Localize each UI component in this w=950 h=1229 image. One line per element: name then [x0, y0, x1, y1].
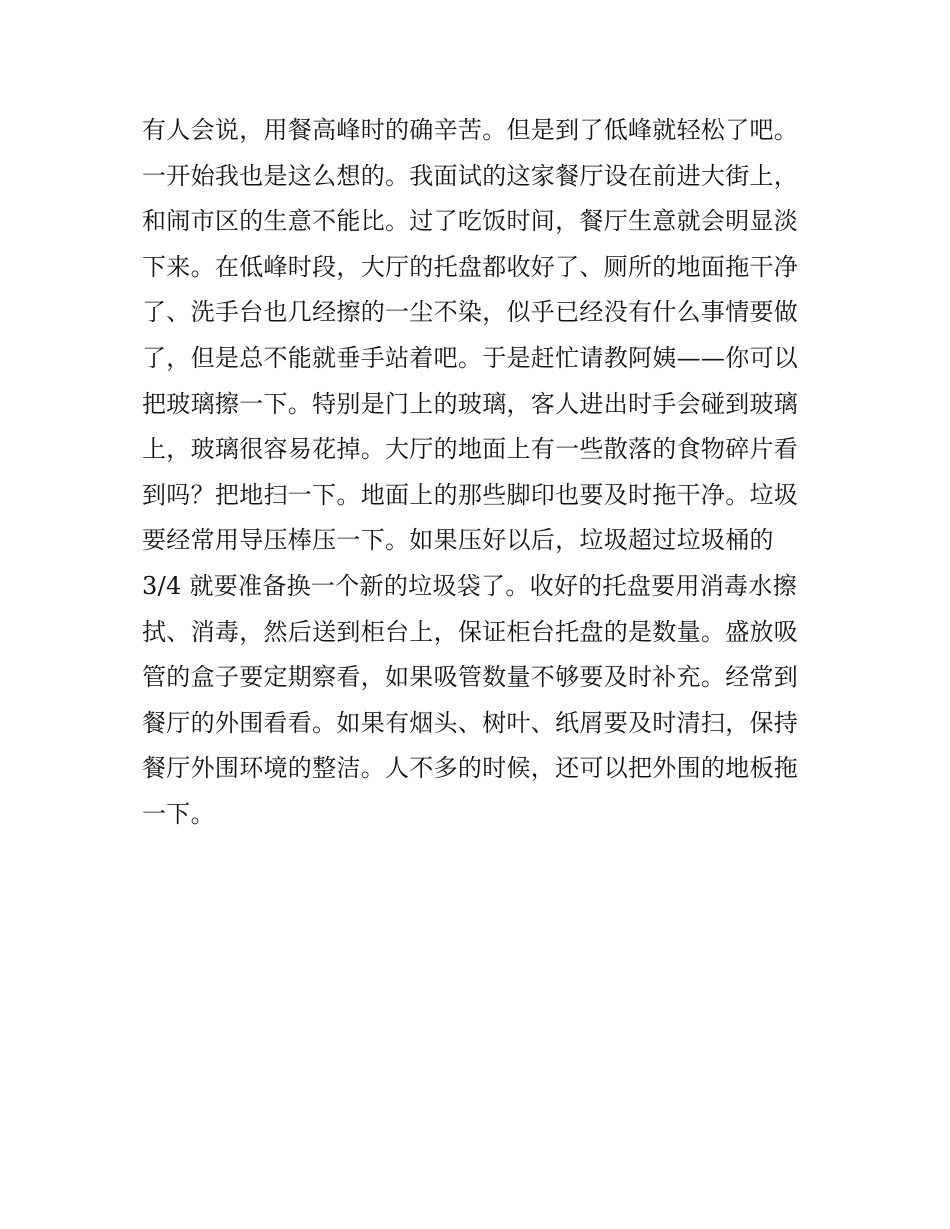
text-line: 到吗？把地扫一下。地面上的那些脚印也要及时拖干净。垃圾: [142, 480, 799, 509]
text-line: 餐厅的外围看看。如果有烟头、树叶、纸屑要及时清扫，保持: [142, 708, 799, 737]
text-line: 管的盒子要定期察看，如果吸管数量不够要及时补充。经常到: [142, 663, 799, 692]
text-line: 有人会说，用餐高峰时的确辛苦。但是到了低峰就轻松了吧。: [142, 116, 799, 144]
text-line: 要经常用导压棒压一下。如果压好以后，垃圾超过垃圾桶的: [142, 526, 774, 555]
text-line: 一开始我也是这么想的。我面试的这家餐厅设在前进大街上，: [142, 161, 799, 190]
text-line: 下来。在低峰时段，大厅的托盘都收好了、厕所的地面拖干净: [142, 252, 799, 281]
text-line: 了，但是总不能就垂手站着吧。于是赶忙请教阿姨——你可以: [142, 343, 799, 372]
text-line: 餐厅外围环境的整洁。人不多的时候，还可以把外围的地板拖: [142, 754, 799, 783]
text-line: 拭、消毒，然后送到柜台上，保证柜台托盘的是数量。盛放吸: [142, 617, 799, 646]
text-line: 了、洗手台也几经擦的一尘不染，似乎已经没有什么事情要做: [142, 298, 799, 327]
text-line: 3/4 就要准备换一个新的垃圾袋了。收好的托盘要用消毒水擦: [142, 571, 797, 600]
text-line: 把玻璃擦一下。特别是门上的玻璃，客人进出时手会碰到玻璃: [142, 389, 799, 418]
text-line: 一下。: [142, 799, 215, 828]
text-line: 和闹市区的生意不能比。过了吃饭时间，餐厅生意就会明显淡: [142, 207, 799, 236]
body-paragraph: [142, 108, 822, 838]
text-line: 上，玻璃很容易花掉。大厅的地面上有一些散落的食物碎片看: [142, 435, 799, 464]
